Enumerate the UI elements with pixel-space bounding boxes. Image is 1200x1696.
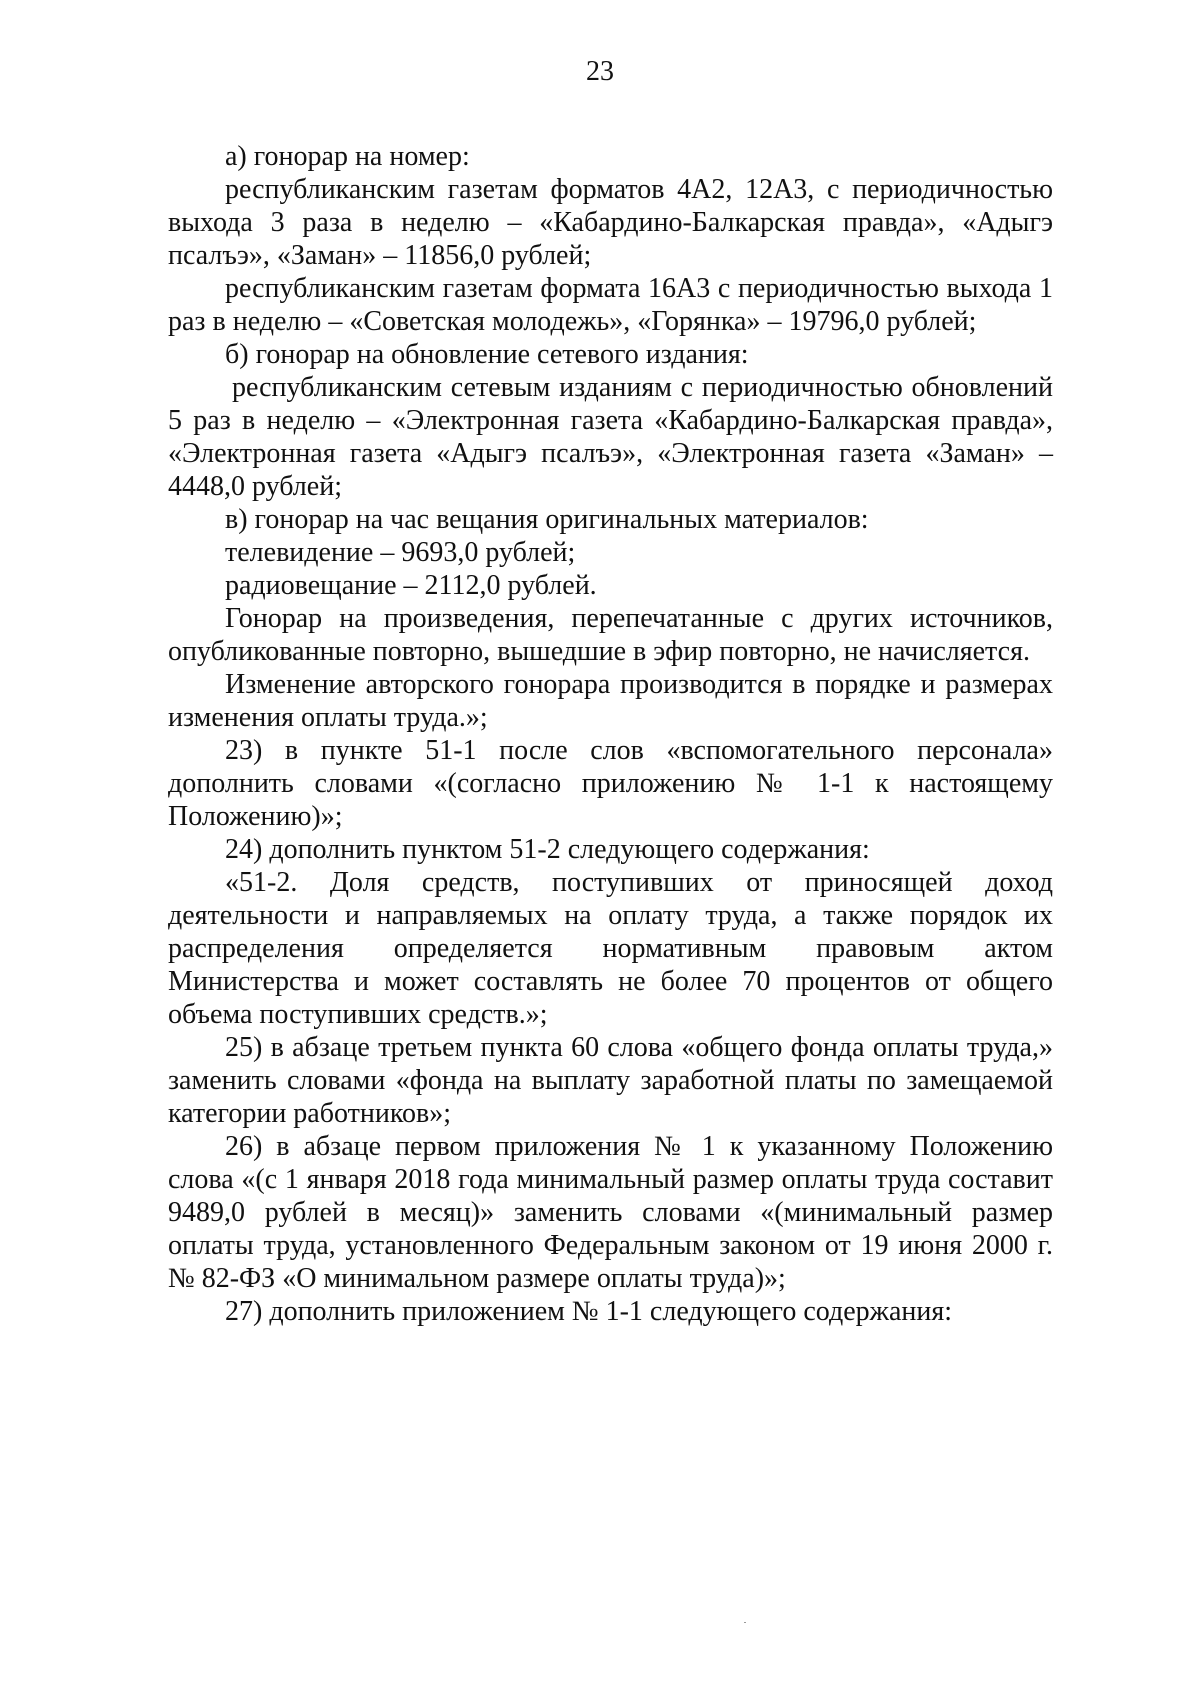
paragraph-honorarium-online-update: б) гонорар на обновление сетевого издания:: [225, 339, 749, 370]
paragraph-item-27: 27) дополнить приложением № 1-1 следующего содержания:: [225, 1296, 953, 1327]
paragraph-honorarium-per-issue: а) гонорар на номер:: [225, 141, 470, 172]
paragraph-item-26: 26) в абзаце первом приложения № 1 к указанному Положению слова «(с 1 января 2018 года минимальный размер оплаты труда составит 9489,0 рублей в месяц)» заменить словами «(минимальный размер оплаты труда, установленного Федеральным законом от 19 июня 2000 г. № 82-ФЗ «О минимальном размере оплаты труда)»;: [168, 1131, 1053, 1294]
paragraph-clause-51-2: «51-2. Доля средств, поступивших от приносящей доход деятельности и направляемых на оплату труда, а также порядок их распределения определяется нормативным правовым актом Министерства и может составлять не более 70 процентов от общего объема поступивших средств.»;: [168, 867, 1053, 1030]
paragraph-radio: радиовещание – 2112,0 рублей.: [225, 570, 597, 601]
paragraph-honorarium-broadcast-hour: в) гонорар на час вещания оригинальных материалов:: [225, 504, 869, 535]
document-body: [168, 140, 1053, 1328]
paragraph-online-editions: республиканским сетевым изданиям с периодичностью обновлений 5 раз в неделю – «Электронная газета «Кабардино-Балкарская правда», «Электронная газета «Адыгэ псалъэ», «Электронная газета «Заман» – 4448,0 рублей;: [168, 372, 1053, 502]
page-number: 23: [586, 56, 614, 87]
paragraph-honorarium-change: Изменение авторского гонорара производится в порядке и размерах изменения оплаты труда.»;: [168, 669, 1053, 733]
paragraph-republican-newspapers-3x: республиканским газетам форматов 4А2, 12А3, с периодичностью выхода 3 раза в неделю – «Кабардино-Балкарская правда», «Адыгэ псалъэ», «Заман» – 11856,0 рублей;: [168, 174, 1053, 271]
paragraph-television: телевидение – 9693,0 рублей;: [225, 537, 576, 568]
paragraph-republican-newspapers-1x: республиканским газетам формата 16А3 с периодичностью выхода 1 раз в неделю – «Советская молодежь», «Горянка» – 19796,0 рублей;: [168, 273, 1053, 337]
scan-speck: [744, 1622, 746, 1623]
paragraph-item-23: 23) в пункте 51-1 после слов «вспомогательного персонала» дополнить словами «(согласно приложению № 1-1 к настоящему Положению)»;: [168, 735, 1053, 832]
paragraph-reprinted-works: Гонорар на произведения, перепечатанные с других источников, опубликованные повторно, вышедшие в эфир повторно, не начисляется.: [168, 603, 1053, 667]
paragraph-item-25: 25) в абзаце третьем пункта 60 слова «общего фонда оплаты труда,» заменить словами «фонда на выплату заработной платы по замещаемой категории работников»;: [168, 1032, 1053, 1129]
paragraph-item-24: 24) дополнить пунктом 51-2 следующего содержания:: [225, 834, 870, 865]
